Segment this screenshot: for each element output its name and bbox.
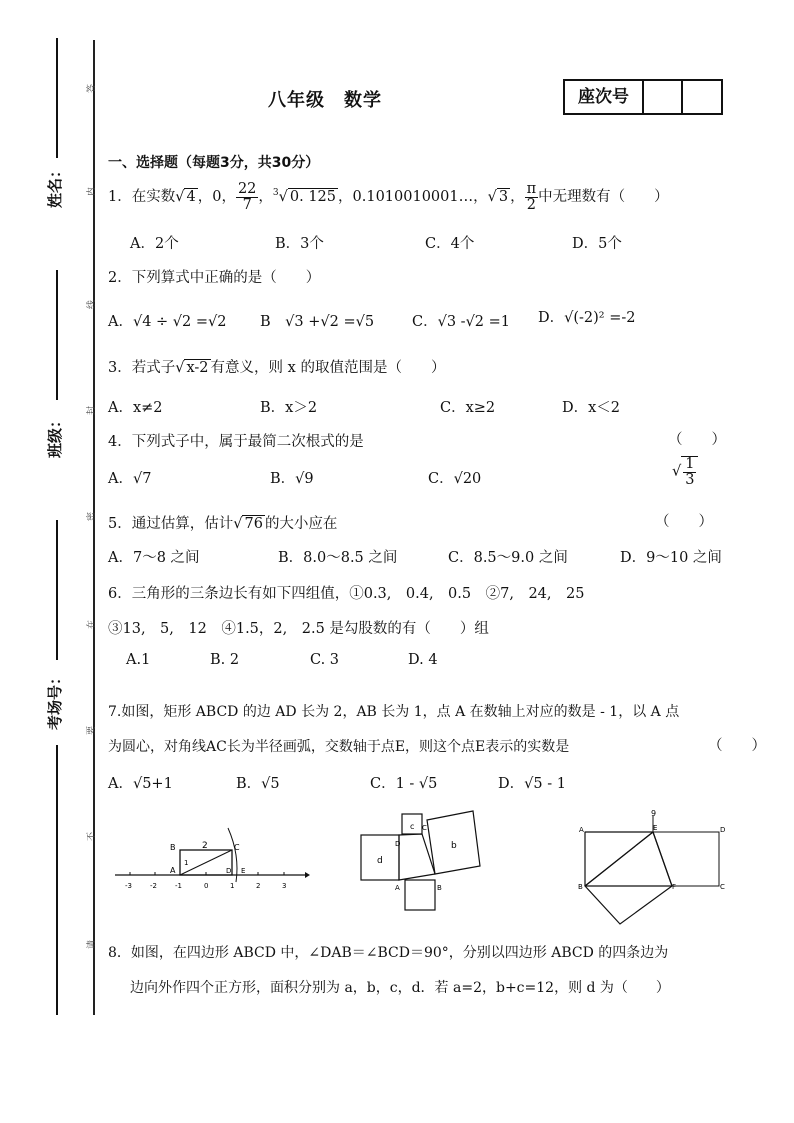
sqrt-3: 3 bbox=[498, 189, 509, 205]
fig2-label: D bbox=[395, 840, 401, 848]
section-heading: 一、选择题（每题3分，共30分） bbox=[108, 155, 320, 171]
binding-char: 答 bbox=[87, 83, 98, 94]
q5-option-d[interactable]: D．9～10 之间 bbox=[620, 550, 722, 566]
q6-option-a[interactable]: A.1 bbox=[126, 652, 151, 668]
q4-option-a[interactable]: A．√7 bbox=[108, 471, 152, 487]
q5-option-a[interactable]: A．7～8 之间 bbox=[108, 550, 200, 566]
cuberoot-index: 3 bbox=[272, 188, 279, 199]
q1-stem-e: 中无理数有（ ） bbox=[538, 189, 669, 205]
question-7-line2: 为圆心，对角线AC长为半径画弧，交数轴于点E，则这个点E表示的实数是 bbox=[108, 739, 570, 755]
q2-option-c[interactable]: C．√3 -√2 =1 bbox=[412, 314, 511, 330]
fig2-label: A bbox=[395, 884, 400, 892]
binding-char: 密 bbox=[87, 511, 98, 522]
question-1: 1．在实数√ 4 ，0， $\frac{22}{7}$ ，$^3$√ 0. 125 ，0.1010010001…，√ 3 ， $\frac{\pi}{2}$ 中无理数有（ ） bbox=[108, 181, 669, 213]
seat-cell[interactable] bbox=[644, 81, 684, 113]
page-title: 八年级 数学 bbox=[268, 90, 382, 111]
q3-radicand: x-2 bbox=[186, 360, 209, 376]
side-rule-middle bbox=[56, 270, 58, 400]
fig1-label: E bbox=[241, 867, 246, 875]
question-8-line1: 8．如图，在四边形 ABCD 中，∠DAB＝∠BCD＝90°，分别以四边形 ABCD 的四条边为 bbox=[108, 945, 669, 961]
q1-option-d[interactable]: D．5个 bbox=[572, 236, 622, 252]
fig3-label: A bbox=[579, 826, 584, 834]
fig2-label: b bbox=[451, 841, 457, 851]
fig2-label: c bbox=[410, 822, 415, 831]
q3-option-b[interactable]: B．x＞2 bbox=[260, 400, 318, 416]
exam-room-label: 考场号： bbox=[46, 669, 64, 730]
q6-option-d[interactable]: D. 4 bbox=[408, 652, 438, 668]
fig1-label: D bbox=[226, 867, 232, 875]
seat-number-box bbox=[563, 79, 723, 115]
q4-answer-paren[interactable]: （ ） bbox=[668, 432, 726, 448]
fig1-label: 2 bbox=[202, 841, 208, 851]
figure-folded-rectangle bbox=[575, 808, 735, 928]
question-2: 2．下列算式中正确的是（ ） bbox=[108, 270, 321, 286]
fig1-label: A bbox=[170, 866, 176, 875]
fig3-label: B bbox=[578, 883, 583, 891]
fig3-label: F bbox=[672, 883, 677, 891]
q4-option-b[interactable]: B．√9 bbox=[270, 471, 314, 487]
q5-option-b[interactable]: B．8.0～8.5 之间 bbox=[278, 550, 398, 566]
fig2-label: C bbox=[422, 824, 427, 832]
side-rule-lower bbox=[56, 520, 58, 660]
seat-label: 座次号 bbox=[565, 81, 644, 113]
q5-answer-paren[interactable]: （ ） bbox=[655, 514, 713, 530]
q1-option-c[interactable]: C．4个 bbox=[425, 236, 475, 252]
fig3-label: 9 bbox=[651, 809, 657, 818]
fig1-label: 1 bbox=[184, 859, 189, 867]
question-7-line1: 7.如图，矩形 ABCD 的边 AD 长为 2，AB 长为 1，点 A 在数轴上对应的数是 - 1，以 A 点 bbox=[108, 704, 680, 720]
name-label: 姓名： bbox=[46, 162, 64, 208]
q3-option-a[interactable]: A．x≠2 bbox=[108, 400, 163, 416]
binding-char: 要 bbox=[87, 725, 98, 736]
q1-stem-c: ， bbox=[258, 189, 273, 205]
q6-option-b[interactable]: B. 2 bbox=[210, 652, 240, 668]
fig1-tick: 2 bbox=[256, 882, 261, 890]
q5-radicand: 76 bbox=[244, 516, 263, 532]
q1-stem-a: 1．在实数 bbox=[108, 189, 176, 205]
class-label: 班级： bbox=[46, 412, 64, 458]
q2-option-b[interactable]: B √3 +√2 =√5 bbox=[260, 314, 375, 330]
q7-option-c[interactable]: C．1 - √5 bbox=[370, 776, 438, 792]
fig1-label: C bbox=[234, 843, 240, 852]
question-5: 5．通过估算，估计√ 76 的大小应在 bbox=[108, 516, 338, 532]
fig1-tick: -3 bbox=[125, 882, 132, 890]
sqrt-4: √ 4 bbox=[175, 189, 196, 205]
q5-option-c[interactable]: C．8.5～9.0 之间 bbox=[448, 550, 568, 566]
question-6-line2: ③13, 5, 12 ④1.5，2, 2.5 是勾股数的有（ ）组 bbox=[108, 621, 489, 637]
q7-answer-paren[interactable]: （ ） bbox=[708, 738, 766, 754]
q1-stem-b: ，0， bbox=[197, 189, 236, 205]
fig2-label: d bbox=[377, 856, 383, 866]
question-4: 4．下列式子中，属于最简二次根式的是 bbox=[108, 434, 364, 450]
fig3-label: D bbox=[720, 826, 726, 834]
side-rule-top bbox=[56, 38, 58, 158]
fig2-label: B bbox=[437, 884, 442, 892]
fig1-tick: -1 bbox=[175, 882, 182, 890]
binding-char: 请 bbox=[87, 939, 98, 950]
q1-option-a[interactable]: A．2个 bbox=[130, 236, 179, 252]
q7-option-b[interactable]: B．√5 bbox=[236, 776, 280, 792]
binding-char: 内 bbox=[87, 186, 98, 197]
cuberoot-body: 0. 125 bbox=[289, 189, 337, 205]
binding-char: 封 bbox=[87, 405, 98, 416]
seat-cell[interactable] bbox=[683, 81, 721, 113]
q3-option-d[interactable]: D．x＜2 bbox=[562, 400, 621, 416]
q7-option-d[interactable]: D．√5 - 1 bbox=[498, 776, 566, 792]
q3-option-c[interactable]: C．x≥2 bbox=[440, 400, 496, 416]
fig1-label: B bbox=[170, 843, 176, 852]
question-8-line2: 边向外作四个正方形，面积分别为 a，b，c，d．若 a=2，b+c=12，则 d 为（ ） bbox=[130, 980, 670, 996]
question-6-line1: 6．三角形的三条边长有如下四组值，①0.3, 0.4, 0.5 ②7, 24, 25 bbox=[108, 586, 585, 602]
fig1-tick: 3 bbox=[282, 882, 287, 890]
binding-char: 在 bbox=[87, 619, 98, 630]
q4-option-c[interactable]: C．√20 bbox=[428, 471, 482, 487]
q1-option-b[interactable]: B．3个 bbox=[275, 236, 324, 252]
question-3: 3．若式子√ x-2 有意义，则 x 的取值范围是（ ） bbox=[108, 360, 446, 376]
fig3-label: E bbox=[653, 824, 658, 832]
fraction-22-7: $\frac{22}{7}$ bbox=[237, 181, 257, 213]
q6-option-c[interactable]: C. 3 bbox=[310, 652, 340, 668]
binding-char: 不 bbox=[87, 831, 98, 842]
q2-option-a[interactable]: A．√4 ÷ √2 =√2 bbox=[108, 314, 227, 330]
q4-option-d[interactable]: √ $\frac{1}{3}$ bbox=[672, 456, 698, 487]
fraction-pi-2: $\frac{\pi}{2}$ bbox=[526, 181, 537, 213]
binding-char: 线 bbox=[87, 299, 98, 310]
q2-option-d[interactable]: D．√(-2)² =-2 bbox=[538, 310, 636, 326]
fig3-label: C bbox=[720, 883, 725, 891]
q7-option-a[interactable]: A．√5+1 bbox=[108, 776, 173, 792]
fig1-tick: -2 bbox=[150, 882, 157, 890]
q1-stem-d: ，0.1010010001…， bbox=[338, 189, 488, 205]
figure-number-line bbox=[110, 820, 310, 900]
fig1-tick: 1 bbox=[230, 882, 235, 890]
side-rule-bottom bbox=[56, 745, 58, 1015]
figure-quadrilateral-squares bbox=[355, 808, 485, 913]
fig1-tick: 0 bbox=[204, 882, 209, 890]
